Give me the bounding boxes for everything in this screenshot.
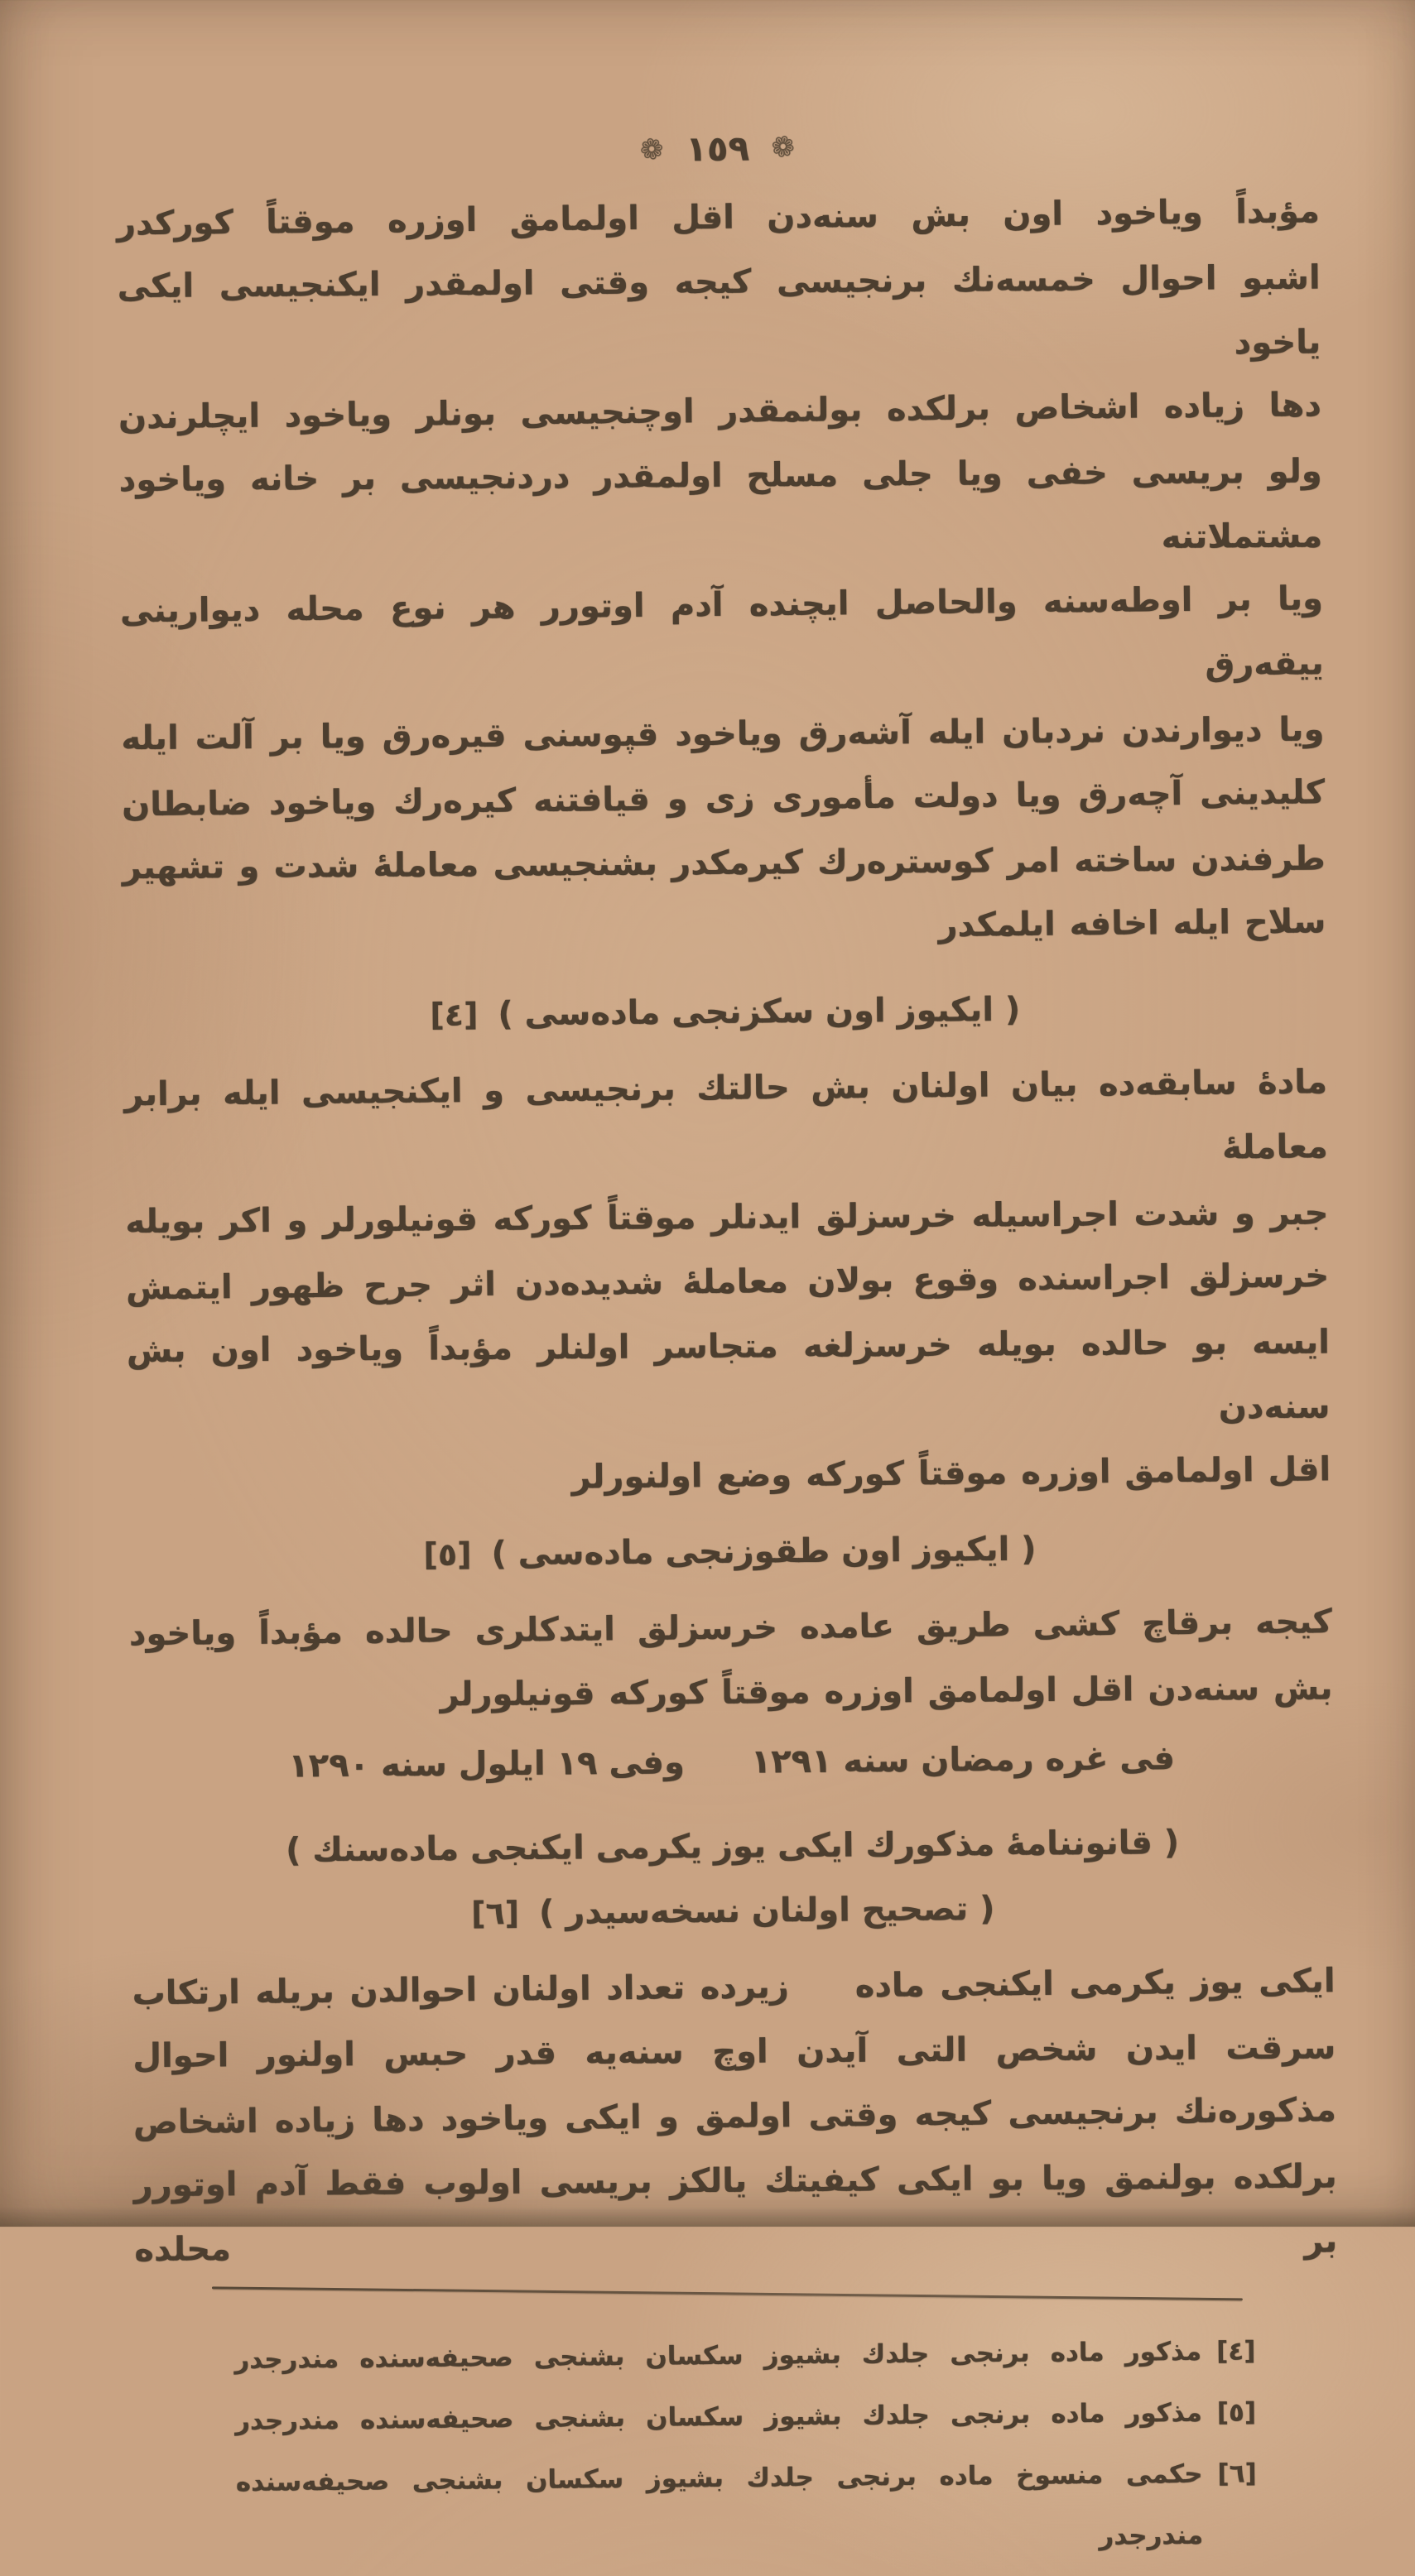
body-line: خرسزلق اجراسنده وقوع بولان معاملهٔ شدیده‌دن اثر جرح ظهور ایتمش (125, 1257, 1330, 1308)
footnotes-section (135, 2300, 1340, 2575)
body-line: مذكوره‌نك برنجیسی كیجه وقتی اولمق و ایكی ویاخود دها زیاده اشخاص (132, 2091, 1337, 2142)
body-line: كیجه برقاچ كشی طریق عامده خرسزلق ایتدكلری حالده مؤبداً ویاخود (128, 1603, 1332, 1654)
body-line: برلكده بولنمق ویا بو ایكی كیفیتك یالكز بریسی اولوب فقط آدم اوتورر بر محلده (119, 2157, 1338, 2270)
promulgation-date-line: فی غره رمضان سنه ١٢٩١ وفی ١٩ ایلول سنه ١٢٩٠ (288, 1739, 1176, 1785)
body-line: ولو بریسی خفی ویا جلی مسلح اولمقدر دردنجیسی بر خانه ویاخود مشتملاتنه (104, 452, 1323, 556)
body-line: كلیدینی آچه‌رق ویا دولت مأموری زی و قیافتنه كیره‌رك ویاخود ضابطان (121, 773, 1326, 824)
body-line: دها زیاده اشخاص برلكده بولنمقدر اوچنجیسی بونلر ویاخود ایچلرندن (118, 386, 1322, 437)
footnote-rule (212, 2286, 1243, 2300)
paragraph-article-217-continuation (103, 180, 1326, 966)
body-line: مؤبداً ویاخود اون بش سنه‌دن اقل اولمامق اوزره موقتاً كوركدر (116, 192, 1321, 243)
heading-text: ( ایكیوز اون سكزنجی ماده‌سی ) (498, 990, 1021, 1034)
kanunname-heading (131, 1809, 1335, 1884)
body-line: سلاح ایله اخافه ایلمكدر (938, 902, 1326, 945)
body-line: ویا دیوارندن نردبان ایله آشه‌رق ویاخود قپوسنی قیره‌رق ویا بر آلت ایله (121, 710, 1325, 758)
article-219-heading (128, 1514, 1332, 1589)
body-line: بش سنه‌دن اقل اولمامق اوزره موقتاً كوركه قونیلورلر (440, 1669, 1333, 1714)
floral-ornament-icon: ❁ (633, 133, 671, 164)
footnote-marker: [٥] (1216, 2397, 1257, 2428)
heading-text: ( ایكیوز اون طقوزنجی ماده‌سی ) (491, 1530, 1037, 1574)
footnote-row (235, 2443, 1257, 2574)
body-line: جبر و شدت اجراسیله خرسزلق ایدنلر موقتاً كوركه قونیلورلر و اكر بویله (125, 1194, 1329, 1242)
footnote-marker: [٤] (1216, 2336, 1256, 2367)
heading-text: ( قانوننامهٔ مذكورك ایكی یوز یكرمی ایكنجی ماده‌سنك ) (285, 1824, 1180, 1870)
footnote-text: مذكور ماده برنجی جلدك بشیوز سكسان بشنجی صحیفه‌سنده مندرجدر (234, 2336, 1202, 2376)
footnote-text: حكمی منسوخ ماده برنجی جلدك بشیوز سكسان بشنجی صحیفه‌سنده مندرجدر (235, 2458, 1204, 2551)
footnote-text: مذكور ماده برنجی جلدك بشیوز سكسان بشنجی صحیفه‌سنده مندرجدر (234, 2397, 1202, 2437)
article-218-heading (123, 974, 1327, 1050)
body-line: اقل اولمامق اوزره موقتاً كوركه وضع اولنورلر (571, 1450, 1331, 1497)
body-line: ویا بر اوطه‌سنه والحاصل ایچنده آدم اوتورر هر نوع محله دیوارینی ییقه‌رق (105, 579, 1324, 684)
footnote-row (235, 2381, 1257, 2452)
paragraph-article-220 (119, 1949, 1338, 2283)
page-number: ١٥٩ (686, 127, 750, 169)
body-line: مادهٔ سابقه‌ده بیان اولنان بش حالتك برنجیسی و ایكنجیسی ایله برابر معاملهٔ (109, 1063, 1329, 1167)
body-line: اشبو احوال خمسه‌نك برنجیسی كیجه وقتی اولمقدر ایكنجیسی ایكی یاخود (103, 258, 1321, 363)
footnote-ref-5: [٥] (423, 1536, 472, 1574)
page-header (116, 118, 1319, 180)
body-line: ایسه بو حالده بویله خرسزلغه متجاسر اولنلر مؤبداً ویاخود اون بش سنه‌دن (112, 1323, 1331, 1427)
heading-text: ( تصحیح اولنان نسخه‌سیدر ) (538, 1890, 995, 1932)
body-line: طرفندن ساخته امر كوستره‌رك كیرمكدر بشنجیسی معاملهٔ شدت و تشهیر (122, 839, 1326, 887)
footnote-marker: [٦] (1217, 2458, 1257, 2489)
footnote-row (234, 2320, 1256, 2391)
floral-ornament-icon: ❁ (768, 128, 798, 166)
paragraph-article-219 (128, 1590, 1332, 1730)
footnote-ref-4: [٤] (430, 996, 479, 1033)
body-line: ایكی یوز یكرمی ایكنجی ماده زیرده تعداد اولنان احوالدن بریله ارتكاب (132, 1962, 1336, 2013)
footnote-ref-6: [٦] (470, 1895, 520, 1932)
paragraph-article-218 (109, 1050, 1331, 1513)
tashih-heading (131, 1873, 1335, 1949)
body-line: سرقت ایدن شخص التی آیدن اوچ سنه‌یه قدر حبس اولنور احوال (132, 2028, 1336, 2076)
